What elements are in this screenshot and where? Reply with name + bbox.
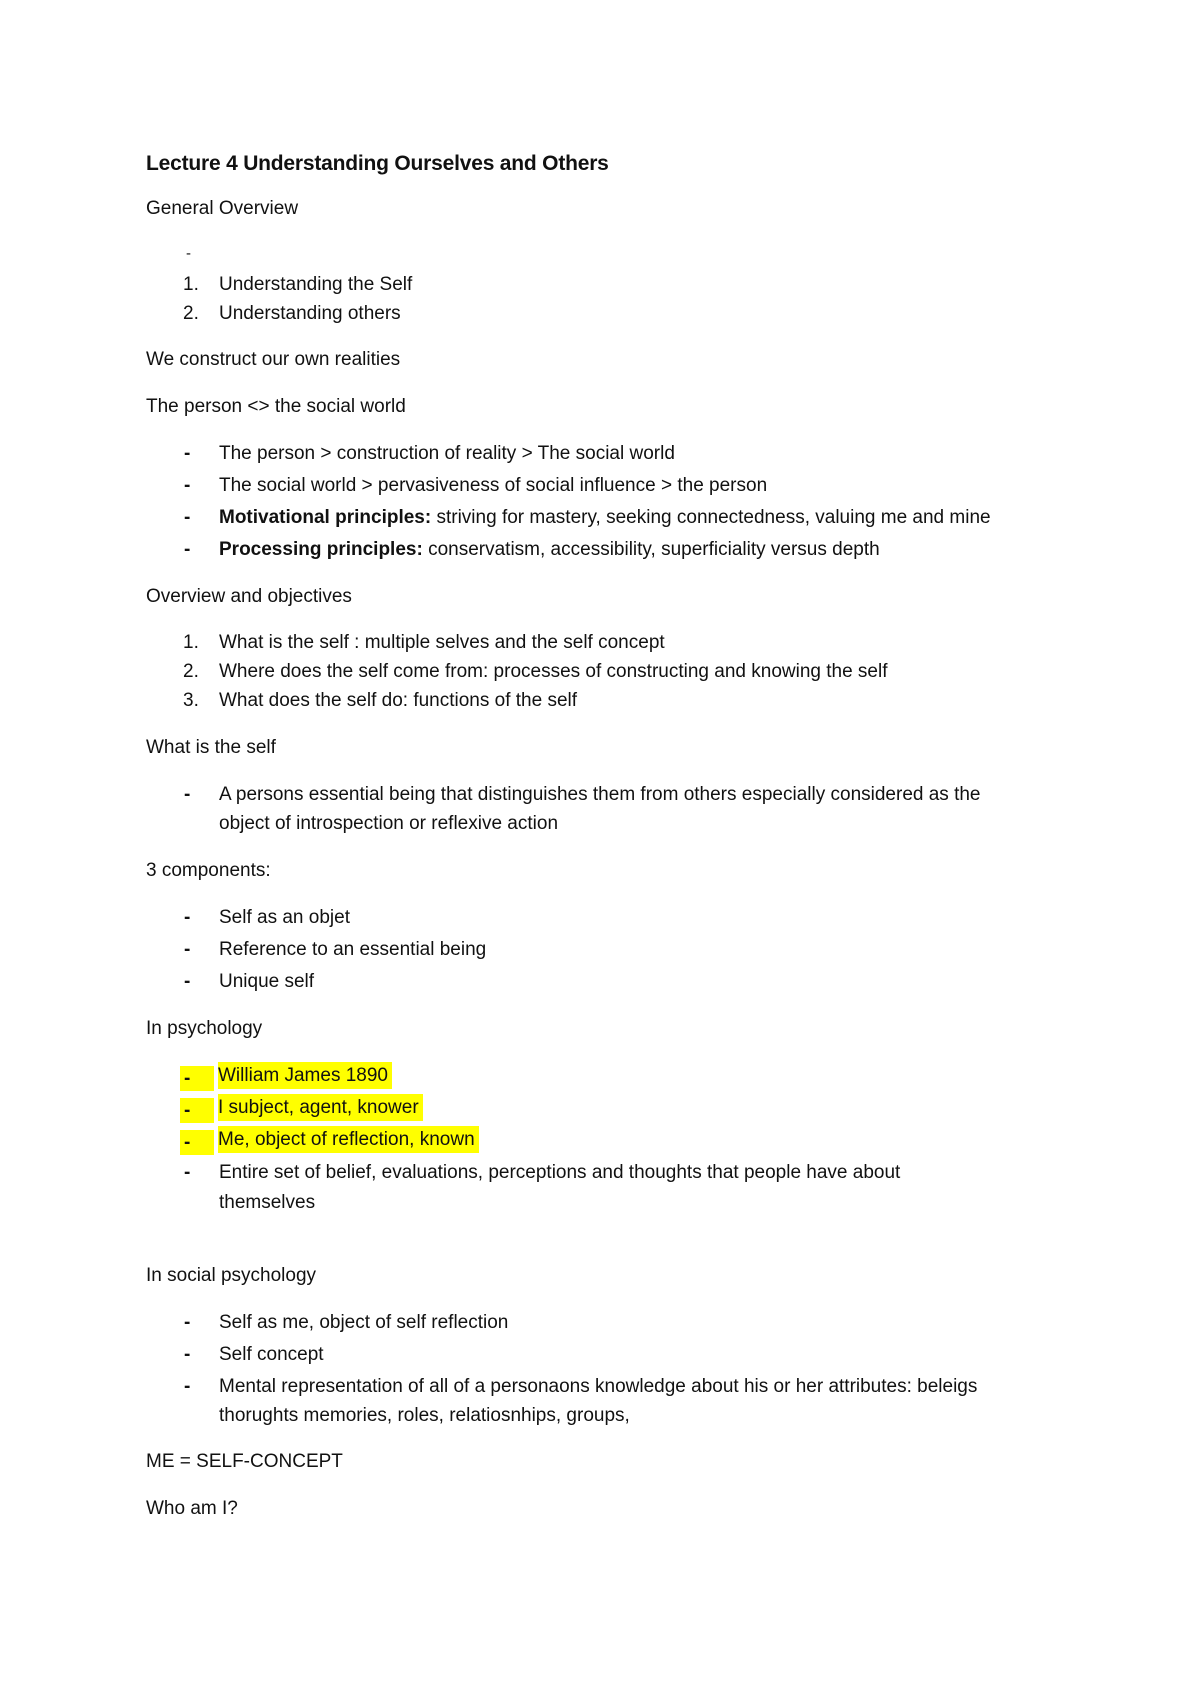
list-item: Unique self [219,971,315,992]
list-item-line1: A persons essential being that distinguishes them from others especially considered as the [219,784,981,805]
list-item: What does the self do: functions of the self [219,690,578,711]
bullet-dash: - [184,1344,191,1365]
section-heading-social-psychology: In social psychology [146,1265,317,1286]
paragraph-realities: We construct our own realities [146,349,401,370]
bullet-dash-highlighted: - [180,1130,214,1155]
list-item: Understanding others [219,303,401,324]
bullet-dash: - [184,939,191,960]
list-item: Self as an objet [219,907,350,928]
list-number: 3. [183,690,199,711]
bullet-dash: - [184,507,191,528]
bullet-dash: - [184,1162,191,1183]
highlight-text: I subject, agent, knower [218,1094,423,1121]
section-heading-general-overview: General Overview [146,198,299,219]
bullet-dash: - [184,971,191,992]
section-heading-objectives: Overview and objectives [146,586,352,607]
bullet-dash: - [184,475,191,496]
highlighted-item [218,1098,423,1117]
list-item-line1: Mental representation of all of a personaons knowledge about his or her attributes: beleigs [219,1376,978,1397]
bullet-dash: - [184,1312,191,1333]
list-item-text: conservatism, accessibility, superficiality versus depth [422,539,880,560]
list-item-processing [219,540,880,559]
list-item-text: striving for mastery, seeking connectedness, valuing me and mine [431,507,991,528]
section-heading-person-world: The person <> the social world [146,396,406,417]
list-item: Understanding the Self [219,274,413,295]
paragraph-who-am-i: Who am I? [146,1498,238,1519]
bullet-dash-highlighted: - [180,1098,214,1123]
highlight-text: Me, object of reflection, known [218,1126,479,1153]
section-heading-psychology: In psychology [146,1018,263,1039]
highlighted-item [218,1066,392,1085]
bold-label: Processing principles: [219,539,423,560]
section-heading-components: 3 components: [146,860,271,881]
list-item: Reference to an essential being [219,939,487,960]
bullet-dash: - [184,539,191,560]
list-number: 2. [183,661,199,682]
list-number: 1. [183,274,199,295]
highlight-text: William James 1890 [218,1062,392,1089]
list-item: The social world > pervasiveness of social influence > the person [219,475,768,496]
page-title: Lecture 4 Understanding Ourselves and Others [146,152,609,175]
list-number: 1. [183,632,199,653]
list-item: What is the self : multiple selves and the self concept [219,632,665,653]
bullet-dash-highlighted: - [180,1066,214,1091]
list-number: 2. [183,303,199,324]
list-item-line1: Entire set of belief, evaluations, perceptions and thoughts that people have about [219,1162,901,1183]
bullet-dash: - [184,784,191,805]
list-item: Where does the self come from: processes of constructing and knowing the self [219,661,888,682]
list-item: Self concept [219,1344,324,1365]
list-item-line2: thorughts memories, roles, relatiosnhips, groups, [219,1405,630,1426]
bullet-dash: - [184,907,191,928]
list-item-motivational [219,508,991,527]
bold-label: Motivational principles: [219,507,432,528]
highlighted-item [218,1130,479,1149]
list-item-line2: object of introspection or reflexive action [219,813,559,834]
section-heading-what-is-self: What is the self [146,737,276,758]
list-item-line2: themselves [219,1192,316,1213]
list-item: The person > construction of reality > The social world [219,443,675,464]
bullet-dash: - [184,1376,191,1397]
list-item: Self as me, object of self reflection [219,1312,509,1333]
empty-bullet: - [186,245,191,262]
bullet-dash: - [184,443,191,464]
paragraph-me-self-concept: ME = SELF-CONCEPT [146,1451,343,1472]
